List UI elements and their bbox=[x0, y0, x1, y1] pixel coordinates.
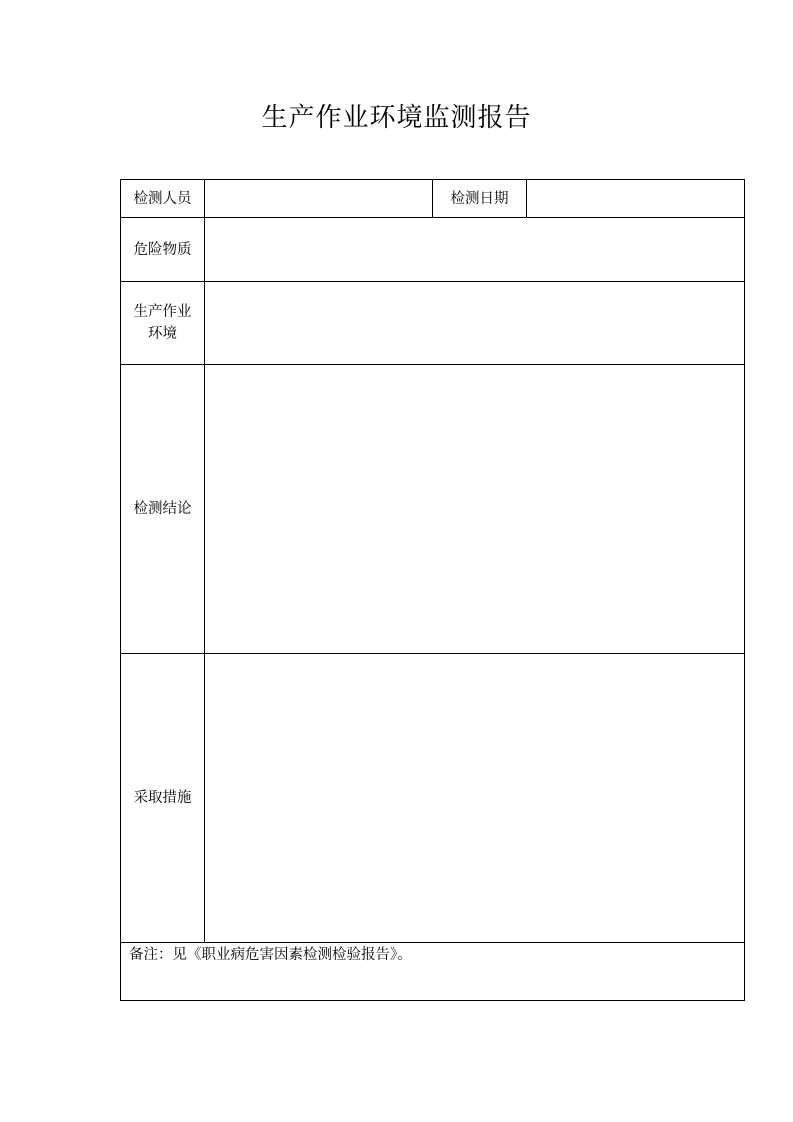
hazard-row bbox=[121, 218, 745, 282]
note-row bbox=[121, 943, 745, 1001]
page-title: 生产作业环境监测报告 bbox=[261, 103, 532, 133]
environment-label bbox=[121, 282, 205, 365]
date-field[interactable] bbox=[527, 180, 745, 218]
environment-label-line2: 环境 bbox=[148, 326, 177, 342]
report-form-table bbox=[120, 179, 745, 1001]
environment-field[interactable] bbox=[205, 282, 745, 365]
inspector-date-row bbox=[121, 180, 745, 218]
measures-row bbox=[121, 654, 745, 943]
conclusion-field[interactable] bbox=[205, 365, 745, 654]
environment-row bbox=[121, 282, 745, 365]
environment-label-line1: 生产作业 bbox=[133, 304, 192, 320]
hazard-label: 危险物质 bbox=[121, 218, 205, 282]
conclusion-row bbox=[121, 365, 745, 654]
measures-field[interactable] bbox=[205, 654, 745, 943]
note-text: 备注：见《职业病危害因素检测检验报告》。 bbox=[121, 943, 745, 1001]
date-label: 检测日期 bbox=[433, 180, 527, 218]
measures-label: 采取措施 bbox=[121, 654, 205, 943]
hazard-field[interactable] bbox=[205, 218, 745, 282]
inspector-field[interactable] bbox=[205, 180, 433, 218]
conclusion-label: 检测结论 bbox=[121, 365, 205, 654]
inspector-label: 检测人员 bbox=[121, 180, 205, 218]
